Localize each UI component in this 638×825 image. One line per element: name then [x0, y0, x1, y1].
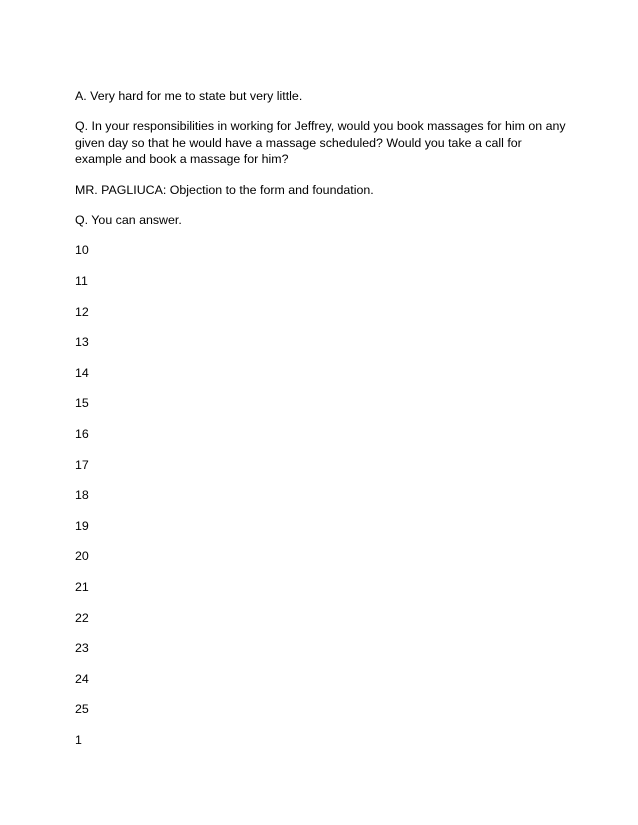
line-number: 1: [75, 732, 82, 747]
answer-paragraph: A. Very hard for me to state but very little.: [75, 89, 303, 103]
line-number: 22: [75, 610, 89, 625]
question-paragraph: Q. In your responsibilities in working for Jeffrey, would you book massages for him on any given day so that he would have a massage scheduled? Would you take a call for example and book a massage for him?: [75, 119, 566, 167]
line-number: 16: [75, 427, 89, 441]
instruction-paragraph: Q. You can answer.: [75, 213, 182, 228]
line-number: 11: [75, 274, 88, 289]
line-number: 21: [75, 579, 89, 594]
line-number: 24: [75, 671, 89, 686]
line-number: 17: [75, 457, 89, 472]
objection-paragraph: MR. PAGLIUCA: Objection to the form and foundation.: [75, 182, 374, 197]
line-number: 19: [75, 518, 89, 533]
line-number: 18: [75, 488, 89, 503]
line-number-list: [75, 242, 570, 762]
line-number: 15: [75, 396, 89, 411]
line-number: 13: [75, 335, 89, 350]
line-number: 12: [75, 304, 89, 319]
line-number: 25: [75, 702, 89, 717]
line-number: 20: [75, 549, 89, 564]
line-number: 14: [75, 365, 89, 380]
transcript-body: [75, 88, 570, 763]
line-number: 23: [75, 641, 89, 656]
line-number: 10: [75, 243, 89, 258]
